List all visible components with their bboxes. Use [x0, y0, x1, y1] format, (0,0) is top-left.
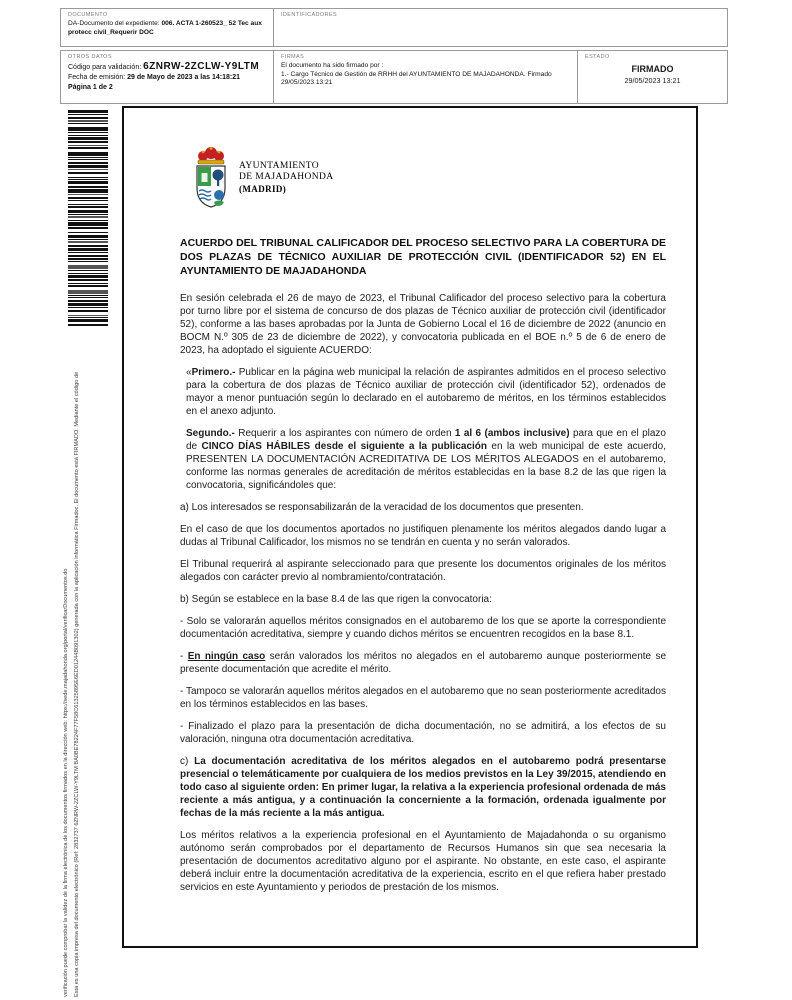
estado-label: ESTADO	[585, 54, 610, 60]
verification-text-line1: Esta es una copia impresa del documento electrónico (Ref: 2832737 6ZNRW-2ZCLW-Y9LTM BA0BE78224F77F58C61325895E6ED01244B091302) generada con la aplicación informática Firmadoc. El documento está FIRMADO. Mediante el código de	[74, 371, 80, 997]
header-cell-estado	[577, 51, 727, 103]
validation-code: 6ZNRW-2ZCLW-Y9LTM	[143, 61, 260, 72]
document-frame	[122, 106, 698, 948]
paragraph: En sesión celebrada el 26 de mayo de 2023, el Tribunal Calificador del proceso selectivo para la cobertura por turno libre por el sistema de concurso de dos plazas de Técnico auxiliar de protección civil (identificador 52), conforme a las bases aprobadas por la Junta de Gobierno Local el 16 de diciembre de 2022 (anuncio en BOCM N.º 305 de 23 de diciembre de 2022), y convocatoria publicada en el BOE n.º 5 de 6 de enero de 2023, ha adoptado el siguiente ACUERDO:	[180, 293, 666, 356]
otros-datos-label: OTROS DATOS	[68, 54, 112, 60]
header-table-row2	[60, 50, 728, 104]
verification-text-line2: verificación puede comprobar la validez de la firma electrónica de los documentos firmados en la dirección web: https://sede.majadahonda.org/portal/verificarDocumentos.do	[63, 568, 69, 997]
paragraph: - Finalizado el plazo para la presentación de dicha documentación, no se admitirá, a los efectos de su valoración, ninguna otra documentación acreditativa.	[180, 721, 666, 745]
header-cell-documento	[61, 9, 273, 46]
paragraph: «Primero.- Publicar en la página web municipal la relación de aspirantes admitidos en el proceso selectivo para la cobertura de dos plazas de Técnico auxiliar de protección civil (identificador 52), ordenados de mayor a menor puntuación según lo declarado en el autobaremo de méritos, en los términos establecidos en el anexo adjunto.	[186, 367, 666, 417]
header-cell-otros-datos	[61, 51, 273, 103]
validation-code-line	[68, 62, 266, 73]
logo-line1: AYUNTAMIENTO	[239, 160, 320, 171]
header-table-row1	[60, 8, 728, 47]
status-date: 29/05/2023 13:21	[624, 76, 681, 85]
documento-prefix: DA-Documento del expediente:	[68, 20, 162, 27]
documento-value	[68, 20, 266, 37]
city-hall-logo	[192, 146, 696, 210]
logo-line3: (MADRID)	[239, 183, 287, 194]
document-title: ACUERDO DEL TRIBUNAL CALIFICADOR DEL PROCESO SELECTIVO PARA LA COBERTURA DE DOS PLAZAS DE TÉCNICO AUXILIAR DE PROTECCIÓN CIVIL (IDENTIFICADOR 52) EN EL AYUNTAMIENTO DE MAJADAHONDA	[180, 237, 666, 277]
document-body	[180, 292, 666, 894]
logo-line2: DE MAJADAHONDA	[239, 172, 334, 183]
documento-name: 006. ACTA 1-260523_ 52 Tec aux protecc civil_Requerir DOC	[68, 20, 262, 36]
header-cell-identificadores	[273, 9, 727, 46]
identificadores-label: IDENTIFICADORES	[281, 12, 338, 18]
paragraph: b) Según se establece en la base 8.4 de las que rigen la convocatoria:	[180, 594, 492, 605]
documento-label: DOCUMENTO	[68, 12, 108, 18]
status-badge: FIRMADO	[631, 64, 674, 74]
paragraph: - Tampoco se valorarán aquellos méritos alegados en el autobaremo que no sean posteriormente acreditados en los términos establecidos en las bases.	[180, 686, 666, 710]
paragraph: Segundo.- Requerir a los aspirantes con número de orden 1 al 6 (ambos inclusive) para que en el plazo de CINCO DÍAS HÁBILES desde el siguiente a la publicación en la web municipal de este acuerdo, PRESENTEN LA DOCUMENTACIÓN ACREDITATIVA DE LOS MÉRITOS ALEGADOS en el autobaremo, conforme las normas generales de acreditación de méritos establecidas en la base 8.2 de las que rigen la convocatoria, significándoles que:	[186, 428, 666, 491]
emission-date-line	[68, 73, 266, 83]
paragraph: - Solo se valorarán aquellos méritos consignados en el autobaremo de los que se aporte la correspondiente documentación acreditativa, siempre y cuando dichos méritos se encuentren recogidos en la base 8.1.	[180, 616, 666, 640]
firmas-label: FIRMAS	[281, 54, 305, 60]
barcode	[68, 110, 108, 330]
paragraph: - En ningún caso serán valorados los méritos no alegados en el autobaremo aunque posteriormente se presente documentación que acredite el mérito.	[180, 651, 667, 675]
paragraph: El Tribunal requerirá al aspirante seleccionado para que presente los documentos originales de los méritos alegados con carácter previo al nombramiento/contratación.	[180, 559, 666, 583]
paragraph: a) Los interesados se responsabilizarán de la veracidad de los documentos que presenten.	[180, 502, 584, 513]
firmas-line2: 1.- Cargo Técnico de Gestión de RRHH del AYUNTAMIENTO DE MAJADAHONDA. Firmado 29/05/2023 13:21	[281, 70, 552, 86]
coat-of-arms-icon	[192, 146, 230, 210]
paragraph: Los méritos relativos a la experiencia profesional en el Ayuntamiento de Majadahonda o su organismo autónomo serán comprobados por el departamento de Recursos Humanos sin que sea necesaria la presentación de documentos acreditativo alguno por el aspirante. No obstante, en este caso, el aspirante deberá incluir entre la documentación acreditativa de la experiencia, escrito en el que refiera haber prestado servicios en este Ayuntamiento y periodos de prestación de los mismos.	[180, 830, 666, 893]
fecha-prefix: Fecha de emisión:	[68, 74, 128, 81]
paragraph: En el caso de que los documentos aportados no justifiquen plenamente los méritos alegados dando lugar a dudas al Tribunal Calificador, los mismos no se tendrán en cuenta y no serán valorados.	[180, 524, 666, 548]
emission-date: 29 de Mayo de 2023 a las 14:18:21	[127, 74, 241, 81]
header-cell-firmas	[273, 51, 577, 103]
codigo-prefix: Código para validación:	[68, 64, 144, 71]
page-indicator: Página 1 de 2	[68, 84, 113, 91]
logo-text	[239, 161, 334, 196]
firmas-line1: El documento ha sido firmado por :	[281, 62, 384, 69]
paragraph: c) La documentación acreditativa de los méritos alegados en el autobaremo podrá presentarse presencial o telemáticamente por cualquiera de los medios previstos en la Ley 39/2015, atendiendo en todo caso al siguiente orden: En primer lugar, la relativa a la experiencia profesional ordenada de más reciente a más antigua, y a continuación la concerniente a la formación, ordenada igualmente por fechas de la más reciente a la más antigua.	[180, 756, 667, 819]
